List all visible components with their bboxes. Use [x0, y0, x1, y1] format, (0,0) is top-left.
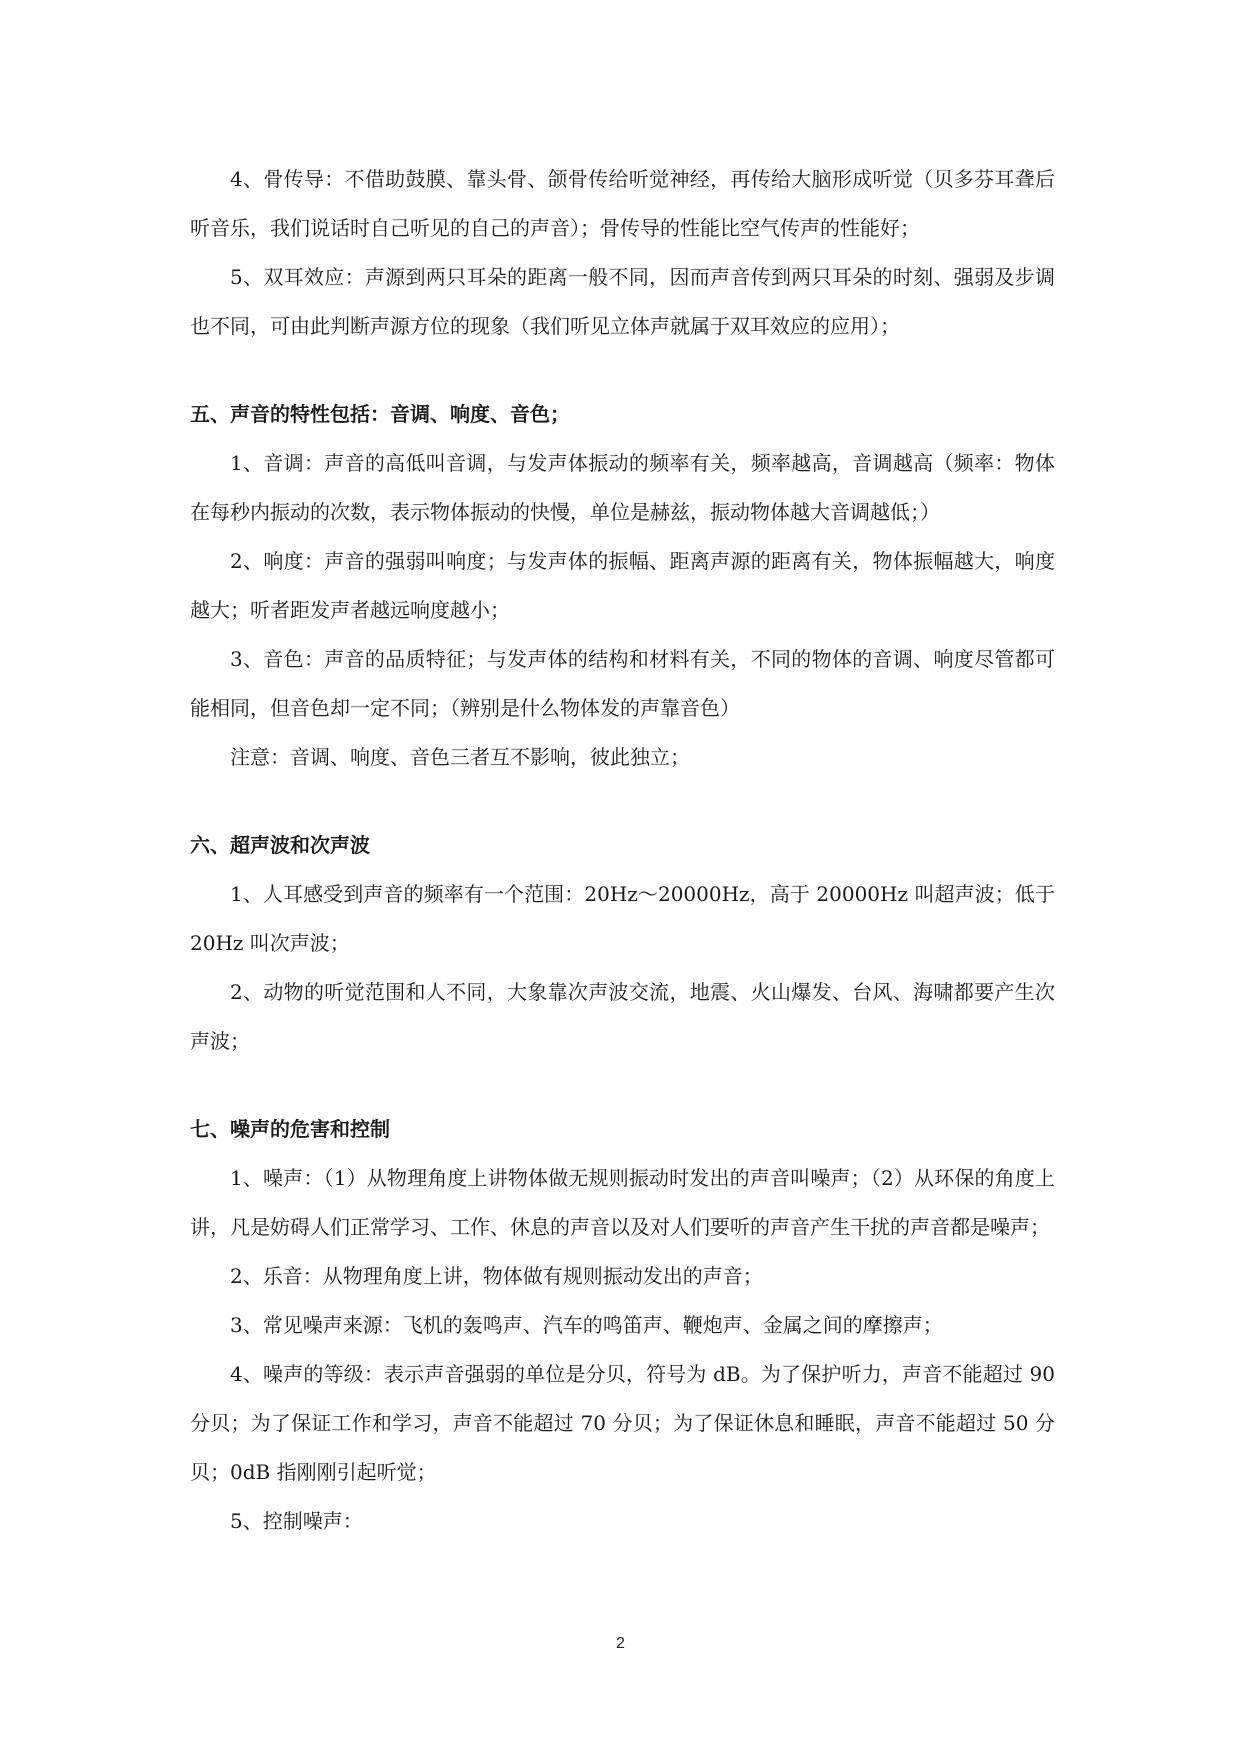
paragraph-animal-hearing: 2、动物的听觉范围和人不同，大象靠次声波交流，地震、火山爆发、台风、海啸都要产生次声波； — [190, 980, 1055, 1053]
paragraph-noise-definition: 1、噪声：（1）从物理角度上讲物体做无规则振动时发出的声音叫噪声；（2）从环保的角度上讲，凡是妨碍人们正常学习、工作、休息的声音以及对人们要听的声音产生干扰的声音都是噪声； — [190, 1166, 1055, 1239]
paragraph-noise-sources: 3、常见噪声来源：飞机的轰鸣声、汽车的鸣笛声、鞭炮声、金属之间的摩擦声； — [230, 1313, 943, 1337]
paragraph-bone-conduction: 4、骨传导：不借助鼓膜、靠头骨、颌骨传给听觉神经，再传给大脑形成听觉（贝多芬耳聋后听音乐，我们说话时自己听见的自己的声音）；骨传导的性能比空气传声的性能好； — [190, 167, 1055, 240]
section-heading-noise: 七、噪声的危害和控制 — [190, 1117, 390, 1141]
paragraph-note: 注意：音调、响度、音色三者互不影响，彼此独立； — [230, 745, 690, 769]
section-gap — [190, 351, 1055, 390]
page-number: 2 — [616, 1635, 625, 1652]
paragraph-musical-sound: 2、乐音：从物理角度上讲，物体做有规则振动发出的声音； — [230, 1264, 763, 1288]
paragraph-noise-control: 5、控制噪声： — [230, 1509, 363, 1533]
paragraph-loudness: 2、响度：声音的强弱叫响度；与发声体的振幅、距离声源的距离有关，物体振幅越大，响度越大；听者距发声者越远响度越小； — [190, 549, 1055, 622]
section-gap — [190, 1066, 1055, 1105]
paragraph-binaural-effect: 5、双耳效应：声源到两只耳朵的距离一般不同，因而声音传到两只耳朵的时刻、强弱及步调也不同，可由此判断声源方位的现象（我们听见立体声就属于双耳效应的应用）； — [190, 265, 1055, 338]
paragraph-noise-levels: 4、噪声的等级：表示声音强弱的单位是分贝，符号为 dB。为了保护听力，声音不能超过 90 分贝；为了保证工作和学习，声音不能超过 70 分贝；为了保证休息和睡眠，声音不能超过 50 分贝；0dB 指刚刚引起听觉； — [190, 1362, 1055, 1484]
paragraph-timbre: 3、音色：声音的品质特征；与发声体的结构和材料有关，不同的物体的音调、响度尽管都可能相同，但音色却一定不同；（辨别是什么物体发的声靠音色） — [190, 647, 1055, 720]
paragraph-pitch: 1、音调：声音的高低叫音调，与发声体振动的频率有关，频率越高，音调越高（频率：物体在每秒内振动的次数，表示物体振动的快慢，单位是赫兹，振动物体越大音调越低；） — [190, 451, 1055, 524]
paragraph-frequency-range: 1、人耳感受到声音的频率有一个范围：20Hz～20000Hz，高于 20000Hz 叫超声波；低于 20Hz 叫次声波； — [190, 882, 1055, 955]
page-content — [190, 155, 1055, 1546]
section-heading-ultrasound-infrasound: 六、超声波和次声波 — [190, 833, 370, 857]
section-gap — [190, 782, 1055, 821]
section-heading-sound-characteristics: 五、声音的特性包括：音调、响度、音色； — [190, 402, 570, 426]
